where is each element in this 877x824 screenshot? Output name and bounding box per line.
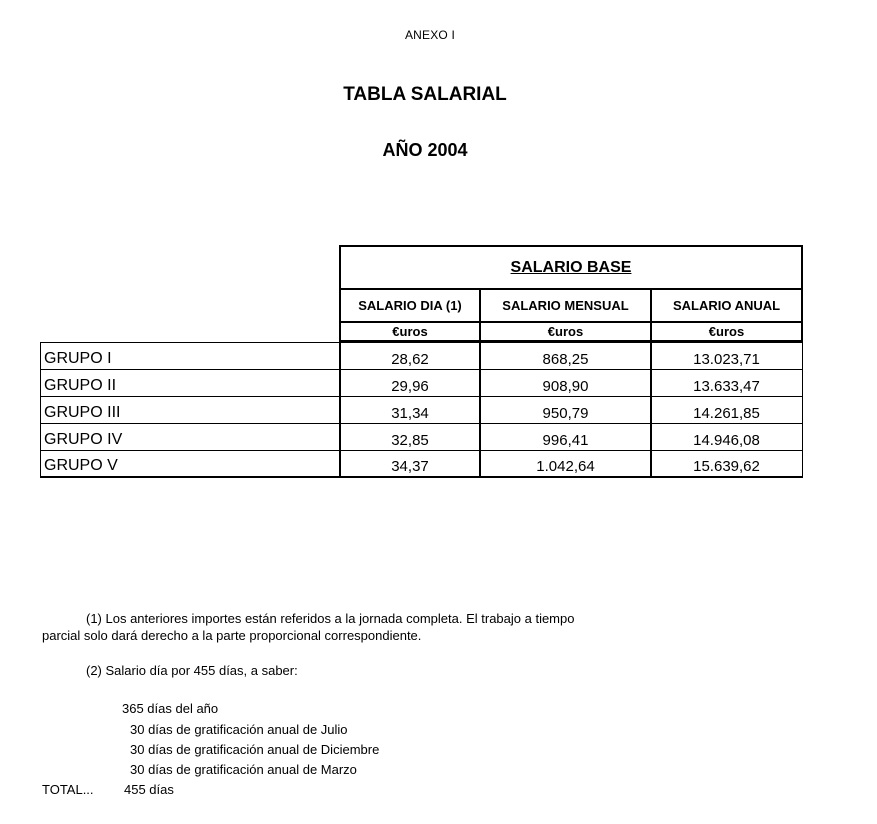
cell-anual: 13.023,71 [650, 342, 803, 370]
total-label: TOTAL... [42, 782, 94, 797]
row-label: GRUPO V [40, 450, 341, 478]
page-title: TABLA SALARIAL [343, 84, 507, 105]
breakdown-item: 30 días de gratificación anual de Marzo [130, 762, 357, 777]
note-1-line-2: parcial solo dará derecho a la parte proporcional correspondiente. [42, 628, 422, 643]
row-label: GRUPO II [40, 369, 341, 397]
row-label: GRUPO III [40, 396, 341, 424]
row-label: GRUPO IV [40, 423, 341, 451]
breakdown-item: 30 días de gratificación anual de Diciembre [130, 742, 380, 757]
cell-dia: 32,85 [339, 423, 481, 451]
annex-label: ANEXO I [404, 28, 456, 42]
cell-dia: 31,34 [339, 396, 481, 424]
cell-mensual: 868,25 [479, 342, 652, 370]
cell-anual: 15.639,62 [650, 450, 803, 478]
total-value: 455 días [124, 782, 174, 797]
salario-base-header [339, 245, 803, 290]
cell-dia: 28,62 [339, 342, 481, 370]
cell-anual: 13.633,47 [650, 369, 803, 397]
breakdown-item: 30 días de gratificación anual de Julio [130, 722, 348, 737]
note-1-line-1: (1) Los anteriores importes están referidos a la jornada completa. El trabajo a tiempo [86, 611, 575, 626]
page-subtitle-year: AÑO 2004 [382, 140, 468, 160]
cell-mensual: 996,41 [479, 423, 652, 451]
unit-mensual: €uros [479, 321, 652, 342]
cell-anual: 14.261,85 [650, 396, 803, 424]
cell-mensual: 950,79 [479, 396, 652, 424]
unit-anual: €uros [650, 321, 803, 342]
cell-anual: 14.946,08 [650, 423, 803, 451]
cell-dia: 34,37 [339, 450, 481, 478]
cell-mensual: 1.042,64 [479, 450, 652, 478]
note-2: (2) Salario día por 455 días, a saber: [86, 663, 298, 678]
column-header-dia: SALARIO DIA (1) [339, 288, 481, 323]
row-label: GRUPO I [40, 342, 341, 370]
column-header-mensual: SALARIO MENSUAL [479, 288, 652, 323]
cell-mensual: 908,90 [479, 369, 652, 397]
column-header-anual: SALARIO ANUAL [650, 288, 803, 323]
breakdown-item: 365 días del año [122, 701, 219, 716]
unit-dia: €uros [339, 321, 481, 342]
cell-dia: 29,96 [339, 369, 481, 397]
salario-base-label: SALARIO BASE [510, 258, 632, 276]
